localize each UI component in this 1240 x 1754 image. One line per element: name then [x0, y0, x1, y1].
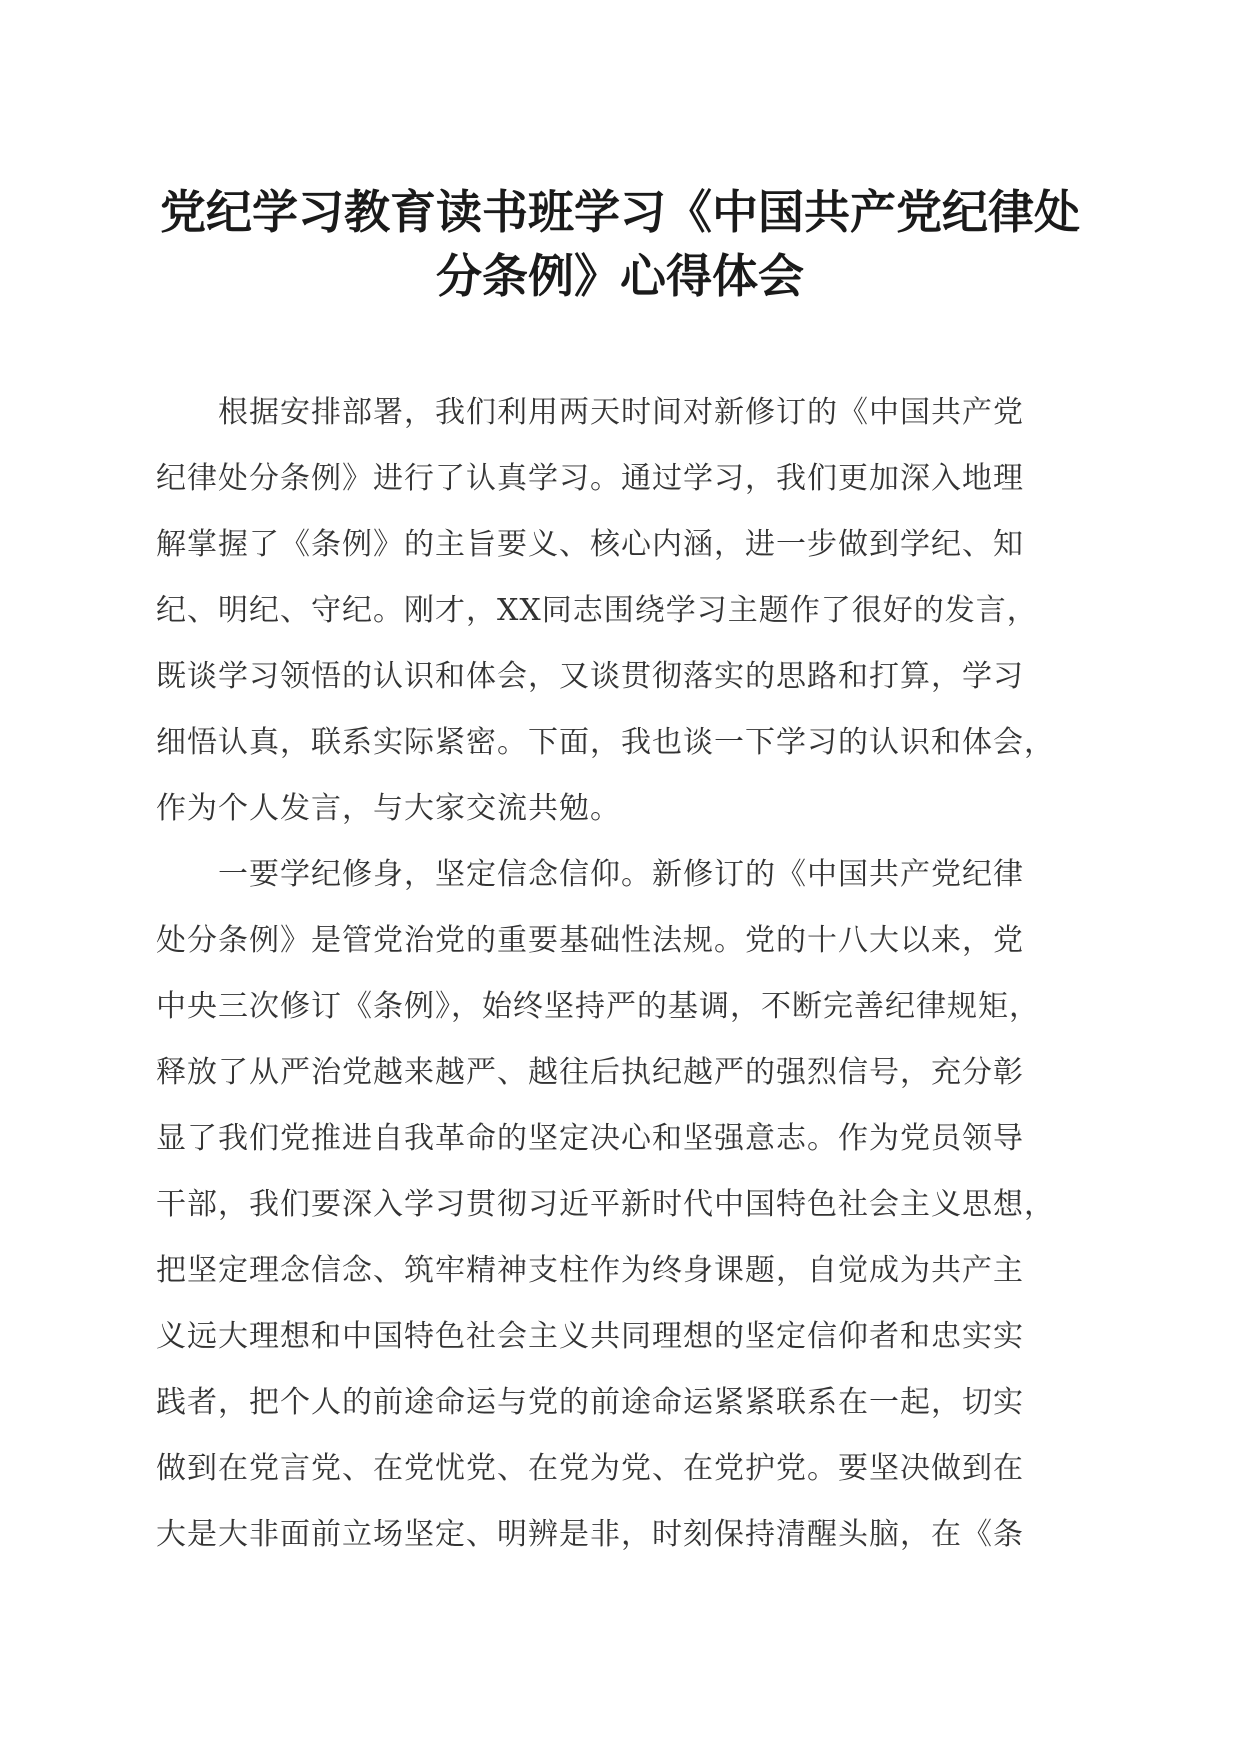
text-line: 做到在党言党、在党忧党、在党为党、在党护党。要坚决做到在 [156, 1451, 1024, 1486]
title-line: 分条例》心得体会 [436, 249, 804, 303]
document-title [150, 180, 1090, 308]
paragraph-point-one [156, 842, 1084, 1568]
text-line: 作为个人发言，与大家交流共勉。 [156, 791, 621, 826]
text-line: 一要学纪修身，坚定信念信仰。新修订的《中国共产党纪律 [156, 857, 1024, 892]
title-line: 党纪学习教育读书班学习《中国共产党纪律处 [160, 185, 1080, 239]
text-line: 释放了从严治党越来越严、越往后执纪越严的强烈信号，充分彰 [156, 1055, 1024, 1090]
paragraph-intro [156, 380, 1084, 842]
text-line: 根据安排部署，我们利用两天时间对新修订的《中国共产党 [156, 395, 1024, 430]
text-line: 细悟认真，联系实际紧密。下面，我也谈一下学习的认识和体会， [156, 725, 1055, 760]
text-line: 纪、明纪、守纪。刚才，XX同志围绕学习主题作了很好的发言， [156, 593, 1038, 628]
text-line: 义远大理想和中国特色社会主义共同理想的坚定信仰者和忠实实 [156, 1319, 1024, 1354]
text-line: 显了我们党推进自我革命的坚定决心和坚强意志。作为党员领导 [156, 1121, 1024, 1156]
text-line: 解掌握了《条例》的主旨要义、核心内涵，进一步做到学纪、知 [156, 527, 1024, 562]
text-line: 干部，我们要深入学习贯彻习近平新时代中国特色社会主义思想， [156, 1187, 1055, 1222]
text-line: 纪律处分条例》进行了认真学习。通过学习，我们更加深入地理 [156, 461, 1024, 496]
text-line: 践者，把个人的前途命运与党的前途命运紧紧联系在一起，切实 [156, 1385, 1024, 1420]
text-line: 中央三次修订《条例》，始终坚持严的基调，不断完善纪律规矩， [156, 989, 1040, 1024]
text-line: 既谈学习领悟的认识和体会，又谈贯彻落实的思路和打算，学习 [156, 659, 1024, 694]
text-line: 把坚定理念信念、筑牢精神支柱作为终身课题，自觉成为共产主 [156, 1253, 1024, 1288]
text-line: 大是大非面前立场坚定、明辨是非，时刻保持清醒头脑，在《条 [156, 1517, 1024, 1552]
text-line: 处分条例》是管党治党的重要基础性法规。党的十八大以来，党 [156, 923, 1024, 958]
document-body [156, 380, 1084, 1568]
